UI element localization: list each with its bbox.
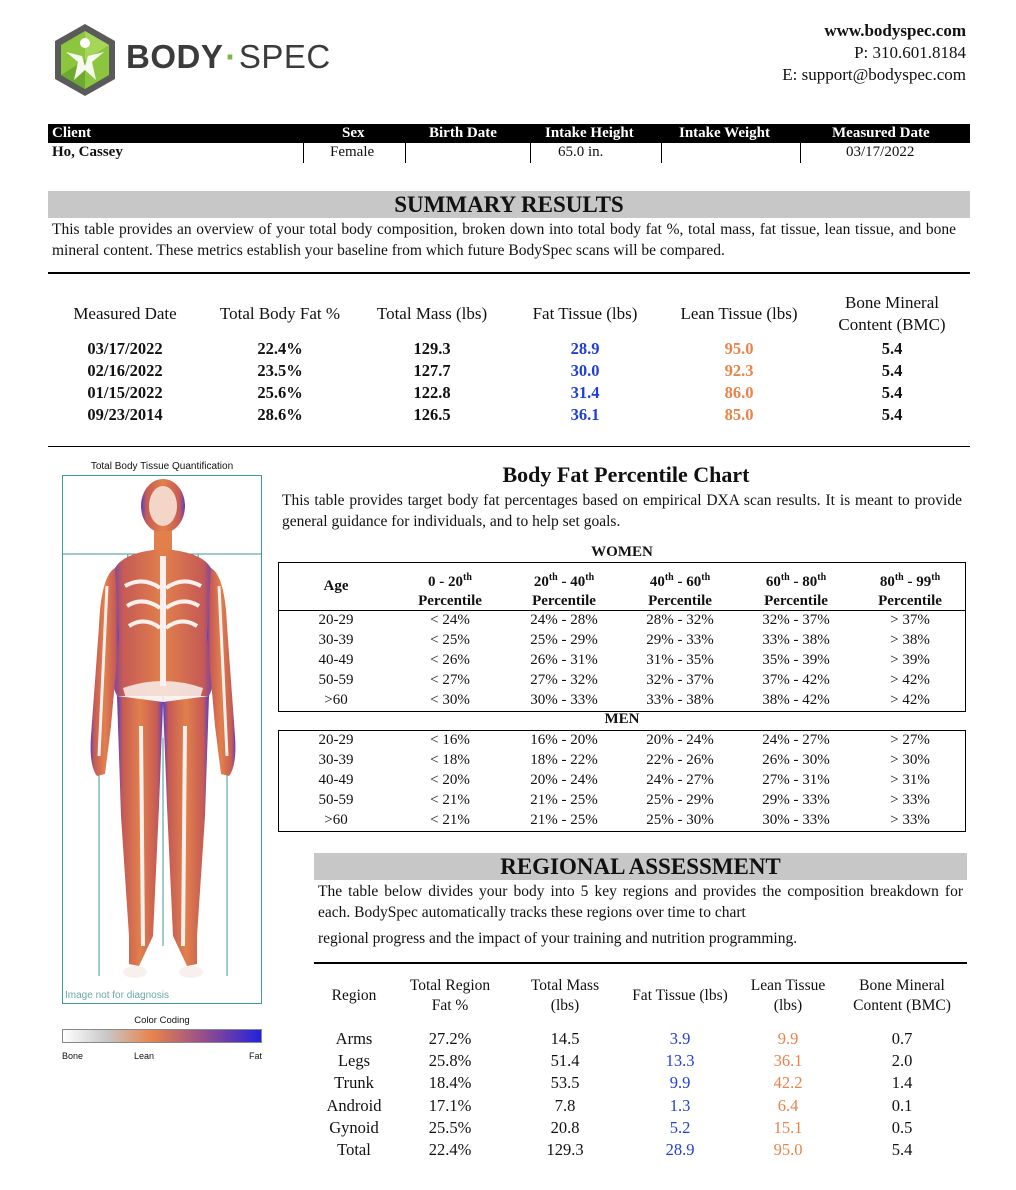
men-cell-p20-40: 21% - 25% <box>530 792 598 808</box>
summary-row-fat: 36.1 <box>570 405 600 424</box>
pct-col-header-1: 20th - 40th Percentile <box>532 572 596 609</box>
client-header-bar <box>48 124 970 143</box>
men-cell-p40-60: 25% - 30% <box>646 812 714 828</box>
women-cell-p80-99: > 37% <box>890 612 930 628</box>
pct-col-header-2: 40th - 60th Percentile <box>648 572 712 609</box>
men-cell-p20-40: 16% - 20% <box>530 732 598 748</box>
women-cell-p60-80: 38% - 42% <box>762 692 830 708</box>
men-table <box>278 730 966 832</box>
regional-cell-mass: 51.4 <box>550 1051 580 1071</box>
women-table-header <box>279 563 965 611</box>
regional-cell-bmc: 2.0 <box>891 1051 913 1071</box>
summary-row-fat-pct: 28.6% <box>257 405 303 424</box>
regional-cell-bmc: 1.4 <box>891 1073 913 1093</box>
measured-date-header: Measured Date <box>832 125 930 141</box>
scan-watermark: Image not for diagnosis <box>65 990 169 1001</box>
men-row <box>279 771 965 791</box>
regional-cell-fat-pct: 22.4% <box>428 1140 472 1159</box>
regional-cell-bmc: 0.5 <box>891 1117 913 1137</box>
regional-cell-mass: 20.8 <box>550 1117 580 1137</box>
summary-row-lean: 95.0 <box>724 339 754 358</box>
women-cell-p80-99: > 39% <box>890 652 930 668</box>
regional-cell-fat-pct: 18.4% <box>428 1073 472 1093</box>
regional-cell-fat: 28.9 <box>665 1140 695 1159</box>
men-row <box>279 791 965 811</box>
client-values-row <box>48 143 970 163</box>
women-cell-age: 20-29 <box>318 612 354 628</box>
summary-row-date: 02/16/2022 <box>87 361 163 380</box>
women-cell-p60-80: 35% - 39% <box>762 652 830 668</box>
women-cell-p60-80: 33% - 38% <box>762 632 830 648</box>
regional-cell-lean: 15.1 <box>773 1117 803 1137</box>
summary-header-date: Measured Date <box>73 304 177 323</box>
summary-title: SUMMARY RESULTS <box>48 191 970 218</box>
men-row <box>279 811 965 831</box>
regional-cell-region: Android <box>326 1095 382 1115</box>
women-cell-p80-99: > 42% <box>890 672 930 688</box>
regional-header-fat: Fat Tissue (lbs) <box>632 987 728 1004</box>
men-cell-p60-80: 29% - 33% <box>762 792 830 808</box>
men-cell-p0-20: < 21% <box>430 812 470 828</box>
summary-row-fat: 30.0 <box>570 361 600 380</box>
men-row <box>279 731 965 751</box>
regional-title: REGIONAL ASSESSMENT <box>314 853 967 880</box>
tick-fat: Fat <box>248 1051 262 1061</box>
men-cell-age: >60 <box>324 812 348 828</box>
men-cell-age: 50-59 <box>318 792 354 808</box>
client-intake-height: 65.0 in. <box>558 144 604 160</box>
men-cell-p0-20: < 21% <box>430 792 470 808</box>
regional-cell-region: Trunk <box>334 1073 374 1093</box>
women-cell-age: >60 <box>324 692 348 708</box>
sex-header: Sex <box>342 125 365 141</box>
summary-header-mass: Total Mass (lbs) <box>376 304 488 323</box>
men-cell-p40-60: 25% - 29% <box>646 792 714 808</box>
men-cell-p60-80: 26% - 30% <box>762 752 830 768</box>
website-link[interactable]: www.bodyspec.com <box>824 21 966 40</box>
pct-col-header-0: 0 - 20th Percentile <box>418 572 482 609</box>
logo-left: BODY <box>126 38 224 75</box>
summary-header-fat-pct: Total Body Fat % <box>219 304 341 323</box>
women-cell-age: 40-49 <box>318 652 354 668</box>
women-cell-p0-20: < 25% <box>430 632 470 648</box>
regional-header-lean: Lean Tissue (lbs) <box>750 977 826 1014</box>
body-scan-image <box>62 475 262 1004</box>
regional-cell-fat: 9.9 <box>669 1073 691 1093</box>
regional-cell-lean: 6.4 <box>777 1095 799 1115</box>
intake-weight-header: Intake Weight <box>679 125 770 141</box>
phone-number: P: 310.601.8184 <box>854 43 966 62</box>
summary-row-mass: 129.3 <box>413 339 451 358</box>
regional-header-region: Region <box>331 987 377 1004</box>
color-coding-label: Color Coding <box>134 1015 190 1026</box>
summary-row-lean: 86.0 <box>724 383 754 402</box>
men-cell-p80-99: > 31% <box>890 772 930 788</box>
women-cell-p20-40: 30% - 33% <box>530 692 598 708</box>
women-row <box>279 651 965 671</box>
summary-row-date: 03/17/2022 <box>87 339 163 358</box>
summary-row-fat: 28.9 <box>570 339 600 358</box>
summary-row-mass: 122.8 <box>413 383 451 402</box>
summary-row-date: 09/23/2014 <box>87 405 163 424</box>
regional-cell-bmc: 0.1 <box>891 1095 913 1115</box>
contact-block <box>782 20 966 86</box>
women-cell-p0-20: < 24% <box>430 612 470 628</box>
women-cell-p60-80: 32% - 37% <box>762 612 830 628</box>
men-cell-p20-40: 20% - 24% <box>530 772 598 788</box>
tick-bone: Bone <box>62 1051 84 1061</box>
email-address[interactable]: E: support@bodyspec.com <box>782 65 966 84</box>
regional-cell-fat: 5.2 <box>669 1117 691 1137</box>
women-cell-age: 30-39 <box>318 632 354 648</box>
women-cell-p60-80: 37% - 42% <box>762 672 830 688</box>
men-cell-p60-80: 27% - 31% <box>762 772 830 788</box>
regional-cell-mass: 53.5 <box>550 1073 580 1093</box>
summary-row-lean: 92.3 <box>724 361 754 380</box>
regional-header-fat-pct: Total Region Fat % <box>409 977 491 1014</box>
regional-cell-fat-pct: 17.1% <box>428 1095 472 1115</box>
summary-header-bmc-line2: Content (BMC) <box>838 315 946 334</box>
summary-row-date: 01/15/2022 <box>87 383 163 402</box>
summary-row-bmc: 5.4 <box>881 339 903 358</box>
regional-header-bmc: Bone Mineral Content (BMC) <box>853 977 951 1014</box>
men-cell-age: 40-49 <box>318 772 354 788</box>
pct-col-header-3: 60th - 80th Percentile <box>764 572 828 609</box>
men-cell-p80-99: > 33% <box>890 792 930 808</box>
regional-cell-fat: 3.9 <box>669 1029 691 1048</box>
women-row <box>279 631 965 651</box>
women-row <box>279 691 965 711</box>
regional-cell-region: Arms <box>335 1029 373 1048</box>
women-row <box>279 671 965 691</box>
percentile-description: This table provides target body fat percentages based on empirical DXA scan results. It is meant to provide general guidance for individuals, and to help set goals. <box>282 492 962 530</box>
women-label: WOMEN <box>591 544 653 560</box>
regional-cell-region: Total <box>337 1140 371 1159</box>
men-label: MEN <box>604 711 640 727</box>
men-cell-p0-20: < 16% <box>430 732 470 748</box>
summary-row-bmc: 5.4 <box>881 383 903 402</box>
regional-cell-mass: 7.8 <box>554 1095 576 1115</box>
summary-row-fat-pct: 25.6% <box>257 383 303 402</box>
summary-description: This table provides an overview of your total body composition, broken down into total body fat %, total mass, fat tissue, lean tissue, and bone mineral content. These metrics establish your baseline from which future BodySpec scans will be compared. <box>52 221 956 259</box>
tick-lean: Lean <box>134 1051 155 1061</box>
color-coding-bar <box>62 1029 262 1043</box>
summary-header-bmc-line1: Bone Mineral <box>845 293 939 312</box>
women-rows <box>279 611 965 711</box>
women-cell-p40-60: 33% - 38% <box>646 692 714 708</box>
regional-cell-fat: 13.3 <box>665 1051 695 1071</box>
regional-cell-lean: 95.0 <box>773 1140 803 1159</box>
summary-row-mass: 126.5 <box>413 405 451 424</box>
regional-cell-fat: 1.3 <box>669 1095 691 1115</box>
regional-cell-region: Legs <box>337 1051 371 1071</box>
regional-description-2: regional progress and the impact of your training and nutrition programming. <box>318 930 798 947</box>
women-cell-p0-20: < 27% <box>430 672 470 688</box>
men-cell-p60-80: 30% - 33% <box>762 812 830 828</box>
birth-date-header: Birth Date <box>429 125 497 141</box>
men-cell-p80-99: > 33% <box>890 812 930 828</box>
age-header: Age <box>323 578 349 594</box>
percentile-title: Body Fat Percentile Chart <box>502 462 750 487</box>
body-scan-figure-icon <box>63 476 262 1004</box>
regional-cell-lean: 9.9 <box>777 1029 799 1048</box>
regional-cell-bmc: 0.7 <box>891 1029 913 1048</box>
bodyspec-logo-icon <box>52 22 118 98</box>
regional-cell-region: Gynoid <box>329 1117 379 1137</box>
women-cell-p40-60: 28% - 32% <box>646 612 714 628</box>
regional-cell-fat-pct: 25.8% <box>428 1051 472 1071</box>
summary-row-fat-pct: 23.5% <box>257 361 303 380</box>
summary-row-mass: 127.7 <box>413 361 451 380</box>
men-cell-p20-40: 21% - 25% <box>530 812 598 828</box>
women-cell-p40-60: 31% - 35% <box>646 652 714 668</box>
men-cell-p0-20: < 18% <box>430 752 470 768</box>
regional-cell-mass: 129.3 <box>546 1140 584 1159</box>
client-sex: Female <box>330 144 375 160</box>
summary-header-fat-tissue: Fat Tissue (lbs) <box>532 304 638 323</box>
women-cell-p20-40: 25% - 29% <box>530 632 598 648</box>
regional-cell-lean: 42.2 <box>773 1073 803 1093</box>
women-cell-p40-60: 29% - 33% <box>646 632 714 648</box>
men-cell-p20-40: 18% - 22% <box>530 752 598 768</box>
summary-row-fat-pct: 22.4% <box>257 339 303 358</box>
men-cell-p40-60: 22% - 26% <box>646 752 714 768</box>
summary-row-lean: 85.0 <box>724 405 754 424</box>
women-row <box>279 611 965 631</box>
summary-header-bmc <box>822 292 962 336</box>
women-cell-p0-20: < 26% <box>430 652 470 668</box>
logo-dot: · <box>225 38 237 75</box>
intake-height-header: Intake Height <box>545 125 634 141</box>
men-cell-age: 20-29 <box>318 732 354 748</box>
client-measured-date: 03/17/2022 <box>846 144 915 160</box>
regional-description-1: The table below divides your body into 5 key regions and provides the composition breakdown for each. BodySpec automatically tracks these regions over time to chart <box>318 883 963 921</box>
regional-cell-fat-pct: 25.5% <box>428 1117 472 1137</box>
summary-row-bmc: 5.4 <box>881 361 903 380</box>
women-table <box>278 562 966 712</box>
women-cell-age: 50-59 <box>318 672 354 688</box>
regional-cell-mass: 14.5 <box>550 1029 580 1048</box>
summary-row-bmc: 5.4 <box>881 405 903 424</box>
pct-col-header-4: 80th - 99th Percentile <box>878 572 942 609</box>
regional-cell-lean: 36.1 <box>773 1051 803 1071</box>
men-cell-p80-99: > 27% <box>890 732 930 748</box>
men-row <box>279 751 965 771</box>
client-header: Client <box>52 125 92 141</box>
men-cell-p80-99: > 30% <box>890 752 930 768</box>
men-cell-p40-60: 24% - 27% <box>646 772 714 788</box>
regional-cell-fat-pct: 27.2% <box>428 1029 472 1048</box>
men-cell-age: 30-39 <box>318 752 354 768</box>
regional-cell-bmc: 5.4 <box>891 1140 913 1159</box>
logo-right: SPEC <box>238 38 331 75</box>
men-cell-p0-20: < 20% <box>430 772 470 788</box>
scan-title: Total Body Tissue Quantification <box>90 461 234 472</box>
summary-row-fat: 31.4 <box>570 383 600 402</box>
women-cell-p80-99: > 42% <box>890 692 930 708</box>
women-cell-p20-40: 27% - 32% <box>530 672 598 688</box>
women-cell-p20-40: 24% - 28% <box>530 612 598 628</box>
bodyspec-logo-text <box>126 38 331 76</box>
women-cell-p40-60: 32% - 37% <box>646 672 714 688</box>
men-rows <box>279 731 965 831</box>
regional-header-mass: Total Mass (lbs) <box>530 977 600 1014</box>
men-cell-p60-80: 24% - 27% <box>762 732 830 748</box>
women-cell-p0-20: < 30% <box>430 692 470 708</box>
summary-header-lean-tissue: Lean Tissue (lbs) <box>680 304 798 323</box>
client-name: Ho, Cassey <box>52 144 123 160</box>
women-cell-p80-99: > 38% <box>890 632 930 648</box>
men-cell-p40-60: 20% - 24% <box>646 732 714 748</box>
women-cell-p20-40: 26% - 31% <box>530 652 598 668</box>
